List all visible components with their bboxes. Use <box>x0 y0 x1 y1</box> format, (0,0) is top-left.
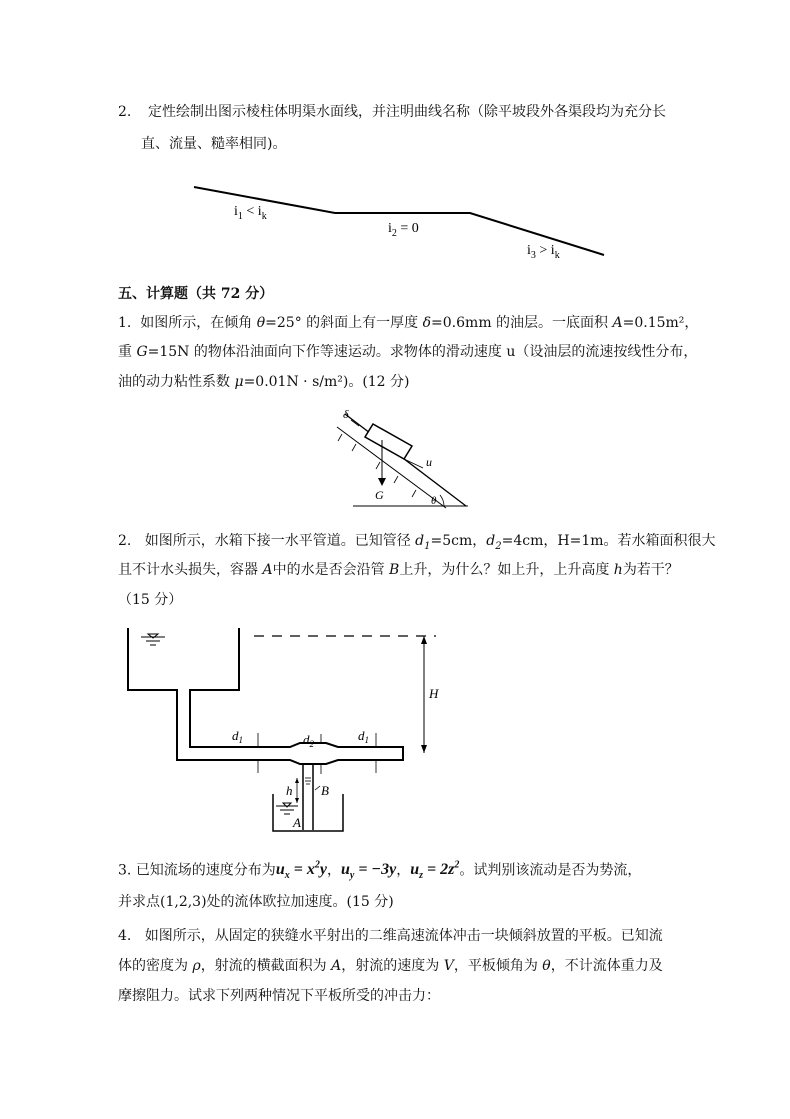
slope-label-2: $i_2 = 0$ <box>388 221 419 239</box>
tube-label-leader <box>315 786 320 790</box>
slope-label-1: $i_1 < i_k$ <box>234 204 267 222</box>
problem-2-line-1: 2. 如图所示，水箱下接一水平管道。已知管径 $d_1=5cm$，$d_2=4cm$，H=1m。若水箱面积很大 <box>118 533 716 552</box>
diameter-label-right: $d_1$ <box>358 728 369 745</box>
rise-height-label: h <box>286 783 293 798</box>
velocity-uz: $u_z = 2z^2$ <box>410 860 460 882</box>
question-text-line: 定性绘制出图示棱柱体明渠水面线，并注明曲线名称（除平坡段外各渠段均为充分长 <box>148 104 666 120</box>
problem-4-line-1: 4. 如图所示，从固定的狭缝水平射出的二维高速流体冲击一块倾斜放置的平板。已知流 <box>118 928 663 944</box>
angle-label: θ <box>431 495 437 507</box>
dim-arrowhead <box>421 745 427 753</box>
velocity-ux: $u_x = x^2y$ <box>275 860 327 882</box>
problem-2-line-3: （15 分） <box>118 592 183 608</box>
problem-1-line-1: 1. 如图所示，在倾角 θ=25° 的斜面上有一厚度 δ=0.6mm 的油层。一底面积 A=0.15m²， <box>118 315 699 331</box>
problem-3-line-2: 并求点(1,2,3)处的流体欧拉加速度。(15 分) <box>118 894 394 910</box>
velocity-label: u <box>426 455 432 469</box>
problem-1-line-2: 重 G=15N 的物体沿油面向下作等速运动。求物体的滑动速度 u（设油层的流速按线性分布， <box>118 344 698 360</box>
weight-label: G <box>375 488 384 502</box>
problem-3-line-1: 3. 已知流场的速度分布为$u_x = x^2y$，$u_y = -3y$，$u_z = 2z^2$。试判别该流动是否为势流， <box>118 860 642 882</box>
height-label: H <box>429 686 439 701</box>
question-text-line: 直、流量、糙率相同)。 <box>141 136 287 152</box>
problem-1-line-3: 油的动力粘性系数 μ=0.01N · s/m²)。(12 分) <box>118 374 410 390</box>
dim-arrowhead <box>295 798 299 803</box>
dim-arrowhead <box>421 636 427 644</box>
tube-water-level <box>305 778 311 784</box>
container-water-level <box>276 803 298 814</box>
container-a <box>273 794 343 831</box>
tube-label: B <box>321 783 329 798</box>
diameter-label-mid: $d_2$ <box>303 732 314 749</box>
section-title: 五、计算题（共 72 分） <box>118 286 274 302</box>
tank-and-pipe-outline <box>128 628 403 764</box>
delta-label: δ <box>343 407 349 421</box>
container-label: A <box>293 815 301 830</box>
water-level-symbol <box>141 634 165 645</box>
problem-4-line-3: 摩擦阻力。试求下列两种情况下平板所受的冲击力： <box>118 988 440 1004</box>
problem-4-line-2: 体的密度为 ρ，射流的横截面积为 A，射流的速度为 V，平板倾角为 θ，不计流体重力及 <box>118 958 663 974</box>
slope-label-3: $i_3 > i_k$ <box>527 243 560 261</box>
problem-2-line-2: 且不计水头损失，容器 A中的水是否会沿管 B上升，为什么？如上升，上升高度 h为若干？ <box>118 562 679 578</box>
dim-arrowhead <box>295 778 299 783</box>
diameter-label-left: $d_1$ <box>232 728 243 745</box>
question-number: 2. <box>118 104 132 120</box>
velocity-uy: $u_y = -3y$ <box>340 861 397 882</box>
